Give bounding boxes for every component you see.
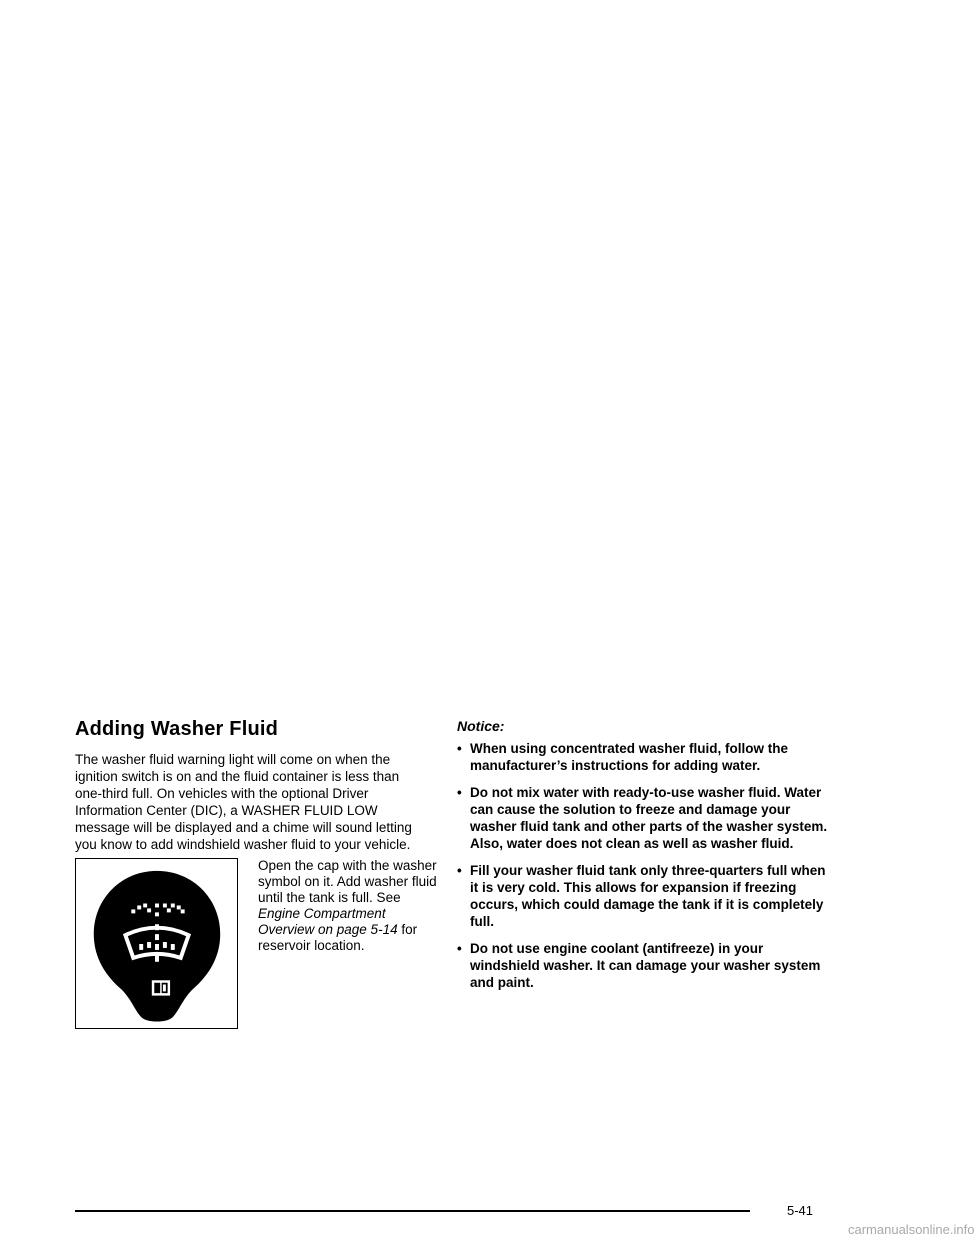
list-item [457, 740, 830, 774]
list-item [457, 784, 830, 852]
list-item [457, 940, 830, 991]
washer-fluid-cap-icon [76, 859, 237, 1028]
bullet-icon: • [457, 941, 462, 956]
list-item-text: Do not mix water with ready-to-use washer fluid. Water can cause the solution to freeze and damage your washer fluid tank and other parts of the washer system. Also, water does not clean as well as washer fluid. [470, 785, 828, 851]
bullet-icon: • [457, 741, 462, 756]
left-column [75, 718, 425, 853]
intro-paragraph: The washer fluid warning light will come on when the ignition switch is on and the fluid container is less than one-third full. On vehicles with the optional Driver Information Center (DIC), a WASHER FLUID LOW message will be displayed and a chime will sound letting you know to add windshield washer fluid to your vehicle. [75, 752, 412, 852]
bullet-icon: • [457, 863, 462, 878]
list-item-text: When using concentrated washer fluid, follow the manufacturer’s instructions for adding water. [470, 741, 789, 773]
fill-instructions [258, 858, 438, 954]
notice-label: Notice: [457, 718, 505, 734]
fill-instructions-text: Open the cap with the washer symbol on it. Add washer fluid until the tank is full. See [258, 858, 437, 905]
page-number: 5-41 [787, 1203, 814, 1218]
footer-rule [75, 1210, 750, 1212]
list-item-text: Do not use engine coolant (antifreeze) in your windshield washer. It can damage your washer system and paint. [470, 941, 821, 990]
engine-compartment-reference[interactable]: Engine Compartment Overview on page 5-14 [258, 906, 398, 937]
section-heading: Adding Washer Fluid [75, 718, 279, 740]
washer-cap-figure [75, 858, 238, 1029]
list-item-text: Fill your washer fluid tank only three-quarters full when it is very cold. This allows for expansion if freezing occurs, which could damage the tank if it is completely full. [470, 863, 826, 929]
fill-instructions-tail: for reservoir location. [258, 922, 418, 953]
watermark: carmanualsonline.info [848, 1222, 974, 1237]
list-item [457, 862, 830, 930]
right-column [457, 718, 827, 1001]
bullet-icon: • [457, 785, 462, 800]
notice-list [457, 740, 827, 991]
